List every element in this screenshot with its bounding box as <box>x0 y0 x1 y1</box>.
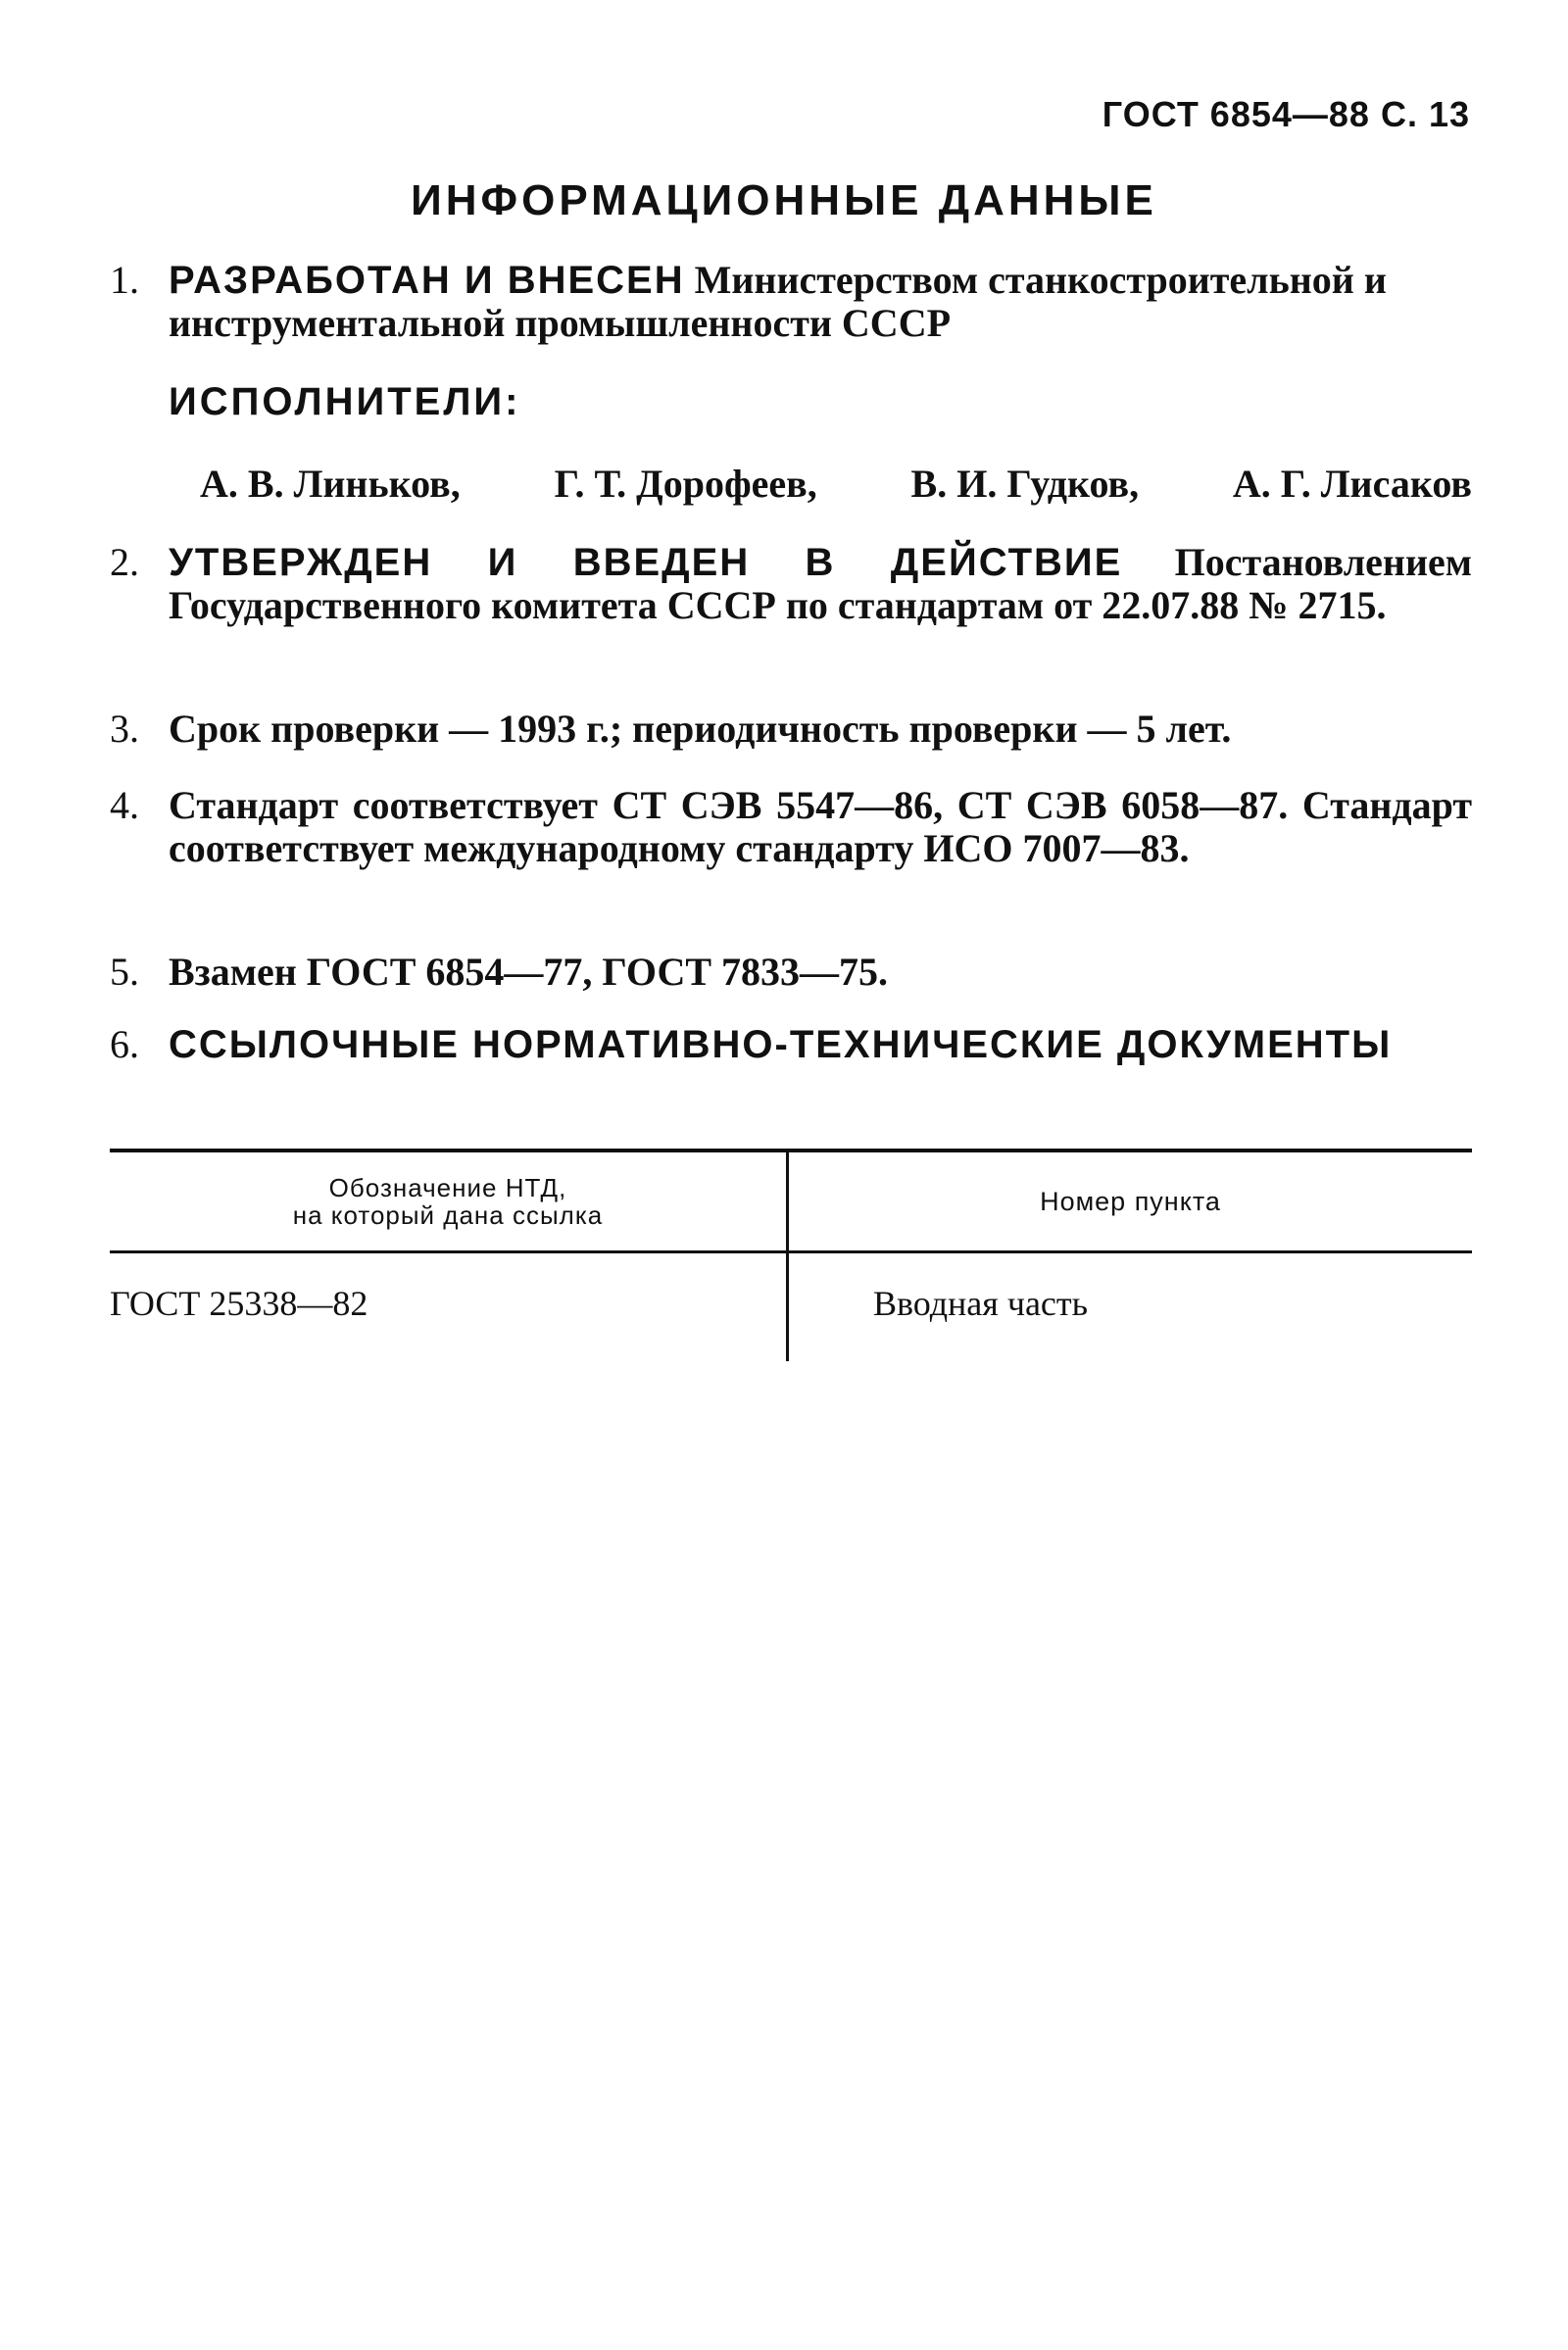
item-caps-heading: ССЫЛОЧНЫЕ НОРМАТИВНО-ТЕХНИЧЕСКИЕ ДОКУМЕНТЫ <box>169 1023 1393 1066</box>
reference-table <box>110 1149 1472 1361</box>
item-text: Срок проверки — 1993 г.; периодичность проверки — 5 лет. <box>169 707 1232 751</box>
list-item <box>110 784 1472 870</box>
item-caps-heading: РАЗРАБОТАН И ВНЕСЕН <box>169 259 685 302</box>
performer-name: Г. Т. Дорофеев, <box>554 462 817 506</box>
item-number: 5. <box>110 950 139 994</box>
item-number: 2. <box>110 540 139 584</box>
item-text: Стандарт соответствует СТ СЭВ 5547—86, СТ СЭВ 6058—87. Стандарт соответствует международному стандарту ИСО 7007—83. <box>169 783 1472 870</box>
item-number: 3. <box>110 707 139 751</box>
performer-name: А. Г. Лисаков <box>1232 462 1472 506</box>
table-header-clause: Номер пункта <box>1040 1186 1221 1216</box>
item-number: 6. <box>110 1022 139 1066</box>
page-title: ИНФОРМАЦИОННЫЕ ДАННЫЕ <box>411 176 1157 224</box>
table-header-ntd-line2: на который дана ссылка <box>292 1200 604 1230</box>
item-text: Постановлением Государственного комитета СССР по стандартам от 22.07.88 № 2715. <box>169 540 1473 627</box>
performers-list <box>200 461 1472 507</box>
table-header-row <box>110 1152 1472 1250</box>
item-number: 1. <box>110 258 139 302</box>
performer-name: А. В. Линьков, <box>200 462 461 506</box>
table-row <box>110 1253 1472 1361</box>
table-header-ntd-line1: Обозначение НТД, <box>328 1173 567 1202</box>
item-text: Министерством станкостроительной и инструментальной промышленности СССР <box>169 258 1387 345</box>
page-header: ГОСТ 6854—88 С. 13 <box>1102 94 1470 134</box>
table-header-ntd <box>110 1174 786 1229</box>
list-item <box>110 259 1472 345</box>
list-item <box>110 1023 1472 1066</box>
list-item <box>110 708 1472 751</box>
list-item <box>110 951 1472 994</box>
item-text: Взамен ГОСТ 6854—77, ГОСТ 7833—75. <box>169 950 889 994</box>
list-item <box>110 541 1472 627</box>
table-cell-clause: Вводная часть <box>873 1284 1089 1323</box>
item-caps-heading: УТВЕРЖДЕН И ВВЕДЕН В ДЕЙСТВИЕ <box>169 541 1123 584</box>
table-cell-ntd: ГОСТ 25338—82 <box>110 1284 368 1323</box>
item-number: 4. <box>110 783 139 827</box>
performers-label: ИСПОЛНИТЕЛИ: <box>169 380 521 423</box>
performer-name: В. И. Гудков, <box>910 462 1140 506</box>
